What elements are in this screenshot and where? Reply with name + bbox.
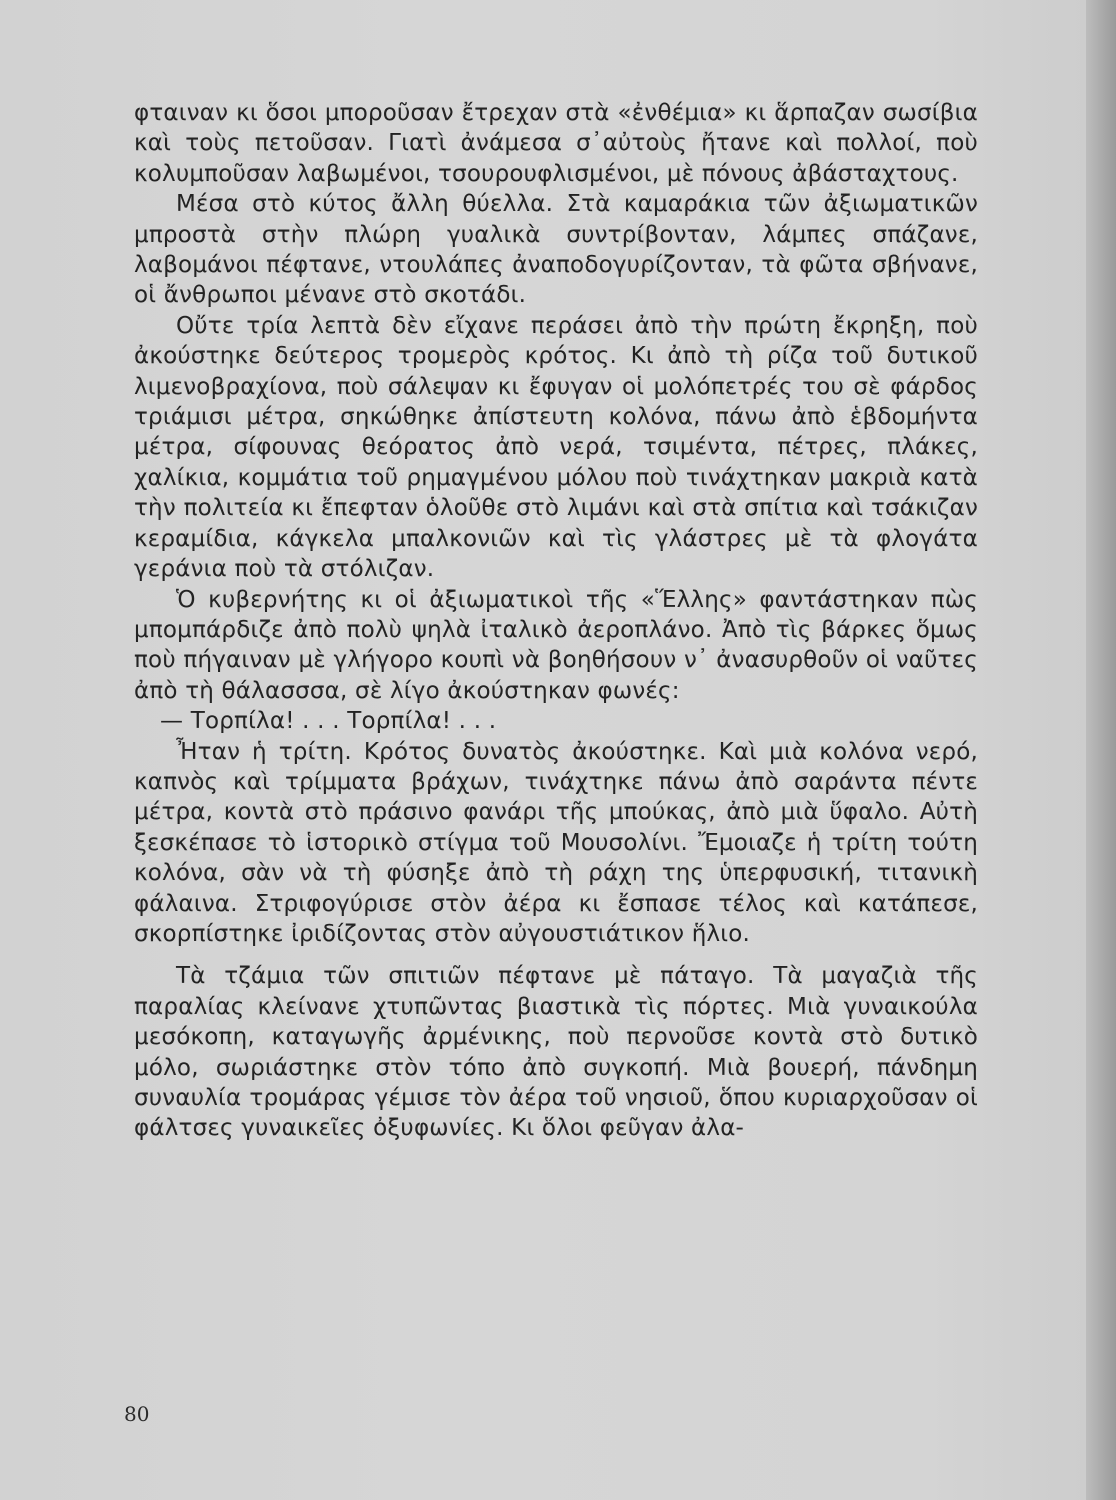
paragraph-3: Οὔτε τρία λεπτὰ δὲν εἴχανε περάσει ἀπὸ τὴν πρώτη ἔκρηξη, ποὺ ἀκούστηκε δεύτερος τρομερὸς κρότος. Κι ἀπὸ τὴ ρίζα τοῦ δυτικοῦ λιμενοβραχίονα, ποὺ σάλεψαν κι ἔφυγαν οἱ μολόπετρές του σὲ φάρδος τριάμισι μέτρα, σηκώθηκε ἀπίστευτη κολόνα, πάνω ἀπὸ ἑβδομήντα μέτρα, σίφουνας θεόρατος ἀπὸ νερά, τσιμέντα, πέτρες, πλάκες, χαλίκια, κομμάτια τοῦ ρημαγμένου μόλου ποὺ τινάχτηκαν μακριὰ κατὰ τὴν πολιτεία κι ἔπεφταν ὁλοῦθε στὸ λιμάνι καὶ στὰ σπίτια καὶ τσάκιζαν κεραμίδια, κάγκελα μπαλκονιῶν καὶ τὶς γλάστρες μὲ τὰ φλογάτα γεράνια ποὺ τὰ στόλιζαν. — [134, 312, 978, 583]
dialogue-line: — Τορπίλα! . . . Τορπίλα! . . . — [160, 708, 497, 735]
paragraph-4: Ὁ κυβερνήτης κι οἱ ἀξιωματικοὶ τῆς «Ἕλλης» φαντάστηκαν πὼς μπομπάρδιζε ἀπὸ πολὺ ψηλὰ ἰταλικὸ ἀεροπλάνο. Ἀπὸ τὶς βάρκες ὅμως ποὺ πήγαιναν μὲ γλήγορο κουπὶ νὰ βοηθήσουν ν᾽ ἀνασυρθοῦν οἱ ναῦτες ἀπὸ τὴ θάλασσσα, σὲ λίγο ἀκούστηκαν φωνές: — [134, 586, 978, 704]
paragraph-5: Ἦταν ἡ τρίτη. Κρότος δυνατὸς ἀκούστηκε. Καὶ μιὰ κολόνα νερό, καπνὸς καὶ τρίμματα βράχων, τινάχτηκε πάνω ἀπὸ σαράντα πέντε μέτρα, κοντὰ στὸ πράσινο φανάρι τῆς μπούκας, ἀπὸ μιὰ ὕφαλο. Αὐτὴ ξεσκέπασε τὸ ἱστορικὸ στίγμα τοῦ Μουσολίνι. Ἔμοιαζε ἡ τρίτη τούτη κολόνα, σὰν νὰ τὴ φύσηξε ἀπὸ τὴ ράχη της ὑπερφυσική, τιτανικὴ φάλαινα. Στριφογύρισε στὸν ἀέρα κι ἔσπασε τέλος καὶ κατάπεσε, σκορπίστηκε ἰριδίζοντας στὸν αὐγουστιάτικον ἥλιο. — [134, 738, 978, 947]
body-text — [134, 98, 978, 1144]
paragraph-1: φταιναν κι ὅσοι μποροῦσαν ἔτρεχαν στὰ «ἐνθέμια» κι ἅρπαζαν σωσίβια καὶ τοὺς πετοῦσαν. Γιατὶ ἀνάμεσα σ᾽αὐτοὺς ἤτανε καὶ πολλοί, ποὺ κολυμποῦσαν λαβωμένοι, τσουρουφλισμένοι, μὲ πόνους ἀβάσταχτους. — [134, 100, 978, 187]
paragraph-2: Μέσα στὸ κύτος ἄλλη θύελλα. Στὰ καμαράκια τῶν ἀξιωματικῶν μπροστὰ στὴν πλώρη γυαλικὰ συντρίβονταν, λάμπες σπάζανε, λαβομάνοι πέφτανε, ντουλάπες ἀναποδογυρίζονταν, τὰ φῶτα σβήνανε, οἱ ἄνθρωποι μένανε στὸ σκοτάδι. — [134, 191, 978, 309]
paragraph-6: Τὰ τζάμια τῶν σπιτιῶν πέφτανε μὲ πάταγο. Τὰ μαγαζιὰ τῆς παραλίας κλείνανε χτυπῶντας βιαστικὰ τὶς πόρτες. Μιὰ γυναικούλα μεσόκοπη, καταγωγῆς ἀρμένικης, ποὺ περνοῦσε κοντὰ στὸ δυτικὸ μόλο, σωριάστηκε στὸν τόπο ἀπὸ συγκοπή. Μιὰ βουερή, πάνδημη συναυλία τρομάρας γέμισε τὸν ἀέρα τοῦ νησιοῦ, ὅπου κυριαρχοῦσαν οἱ φάλτσες γυναικεῖες ὀξυφωνίες. Κι ὅλοι φεῦγαν ἀλα- — [134, 963, 978, 1142]
page-edge — [1086, 0, 1116, 1500]
page-number: 80 — [124, 1402, 150, 1426]
